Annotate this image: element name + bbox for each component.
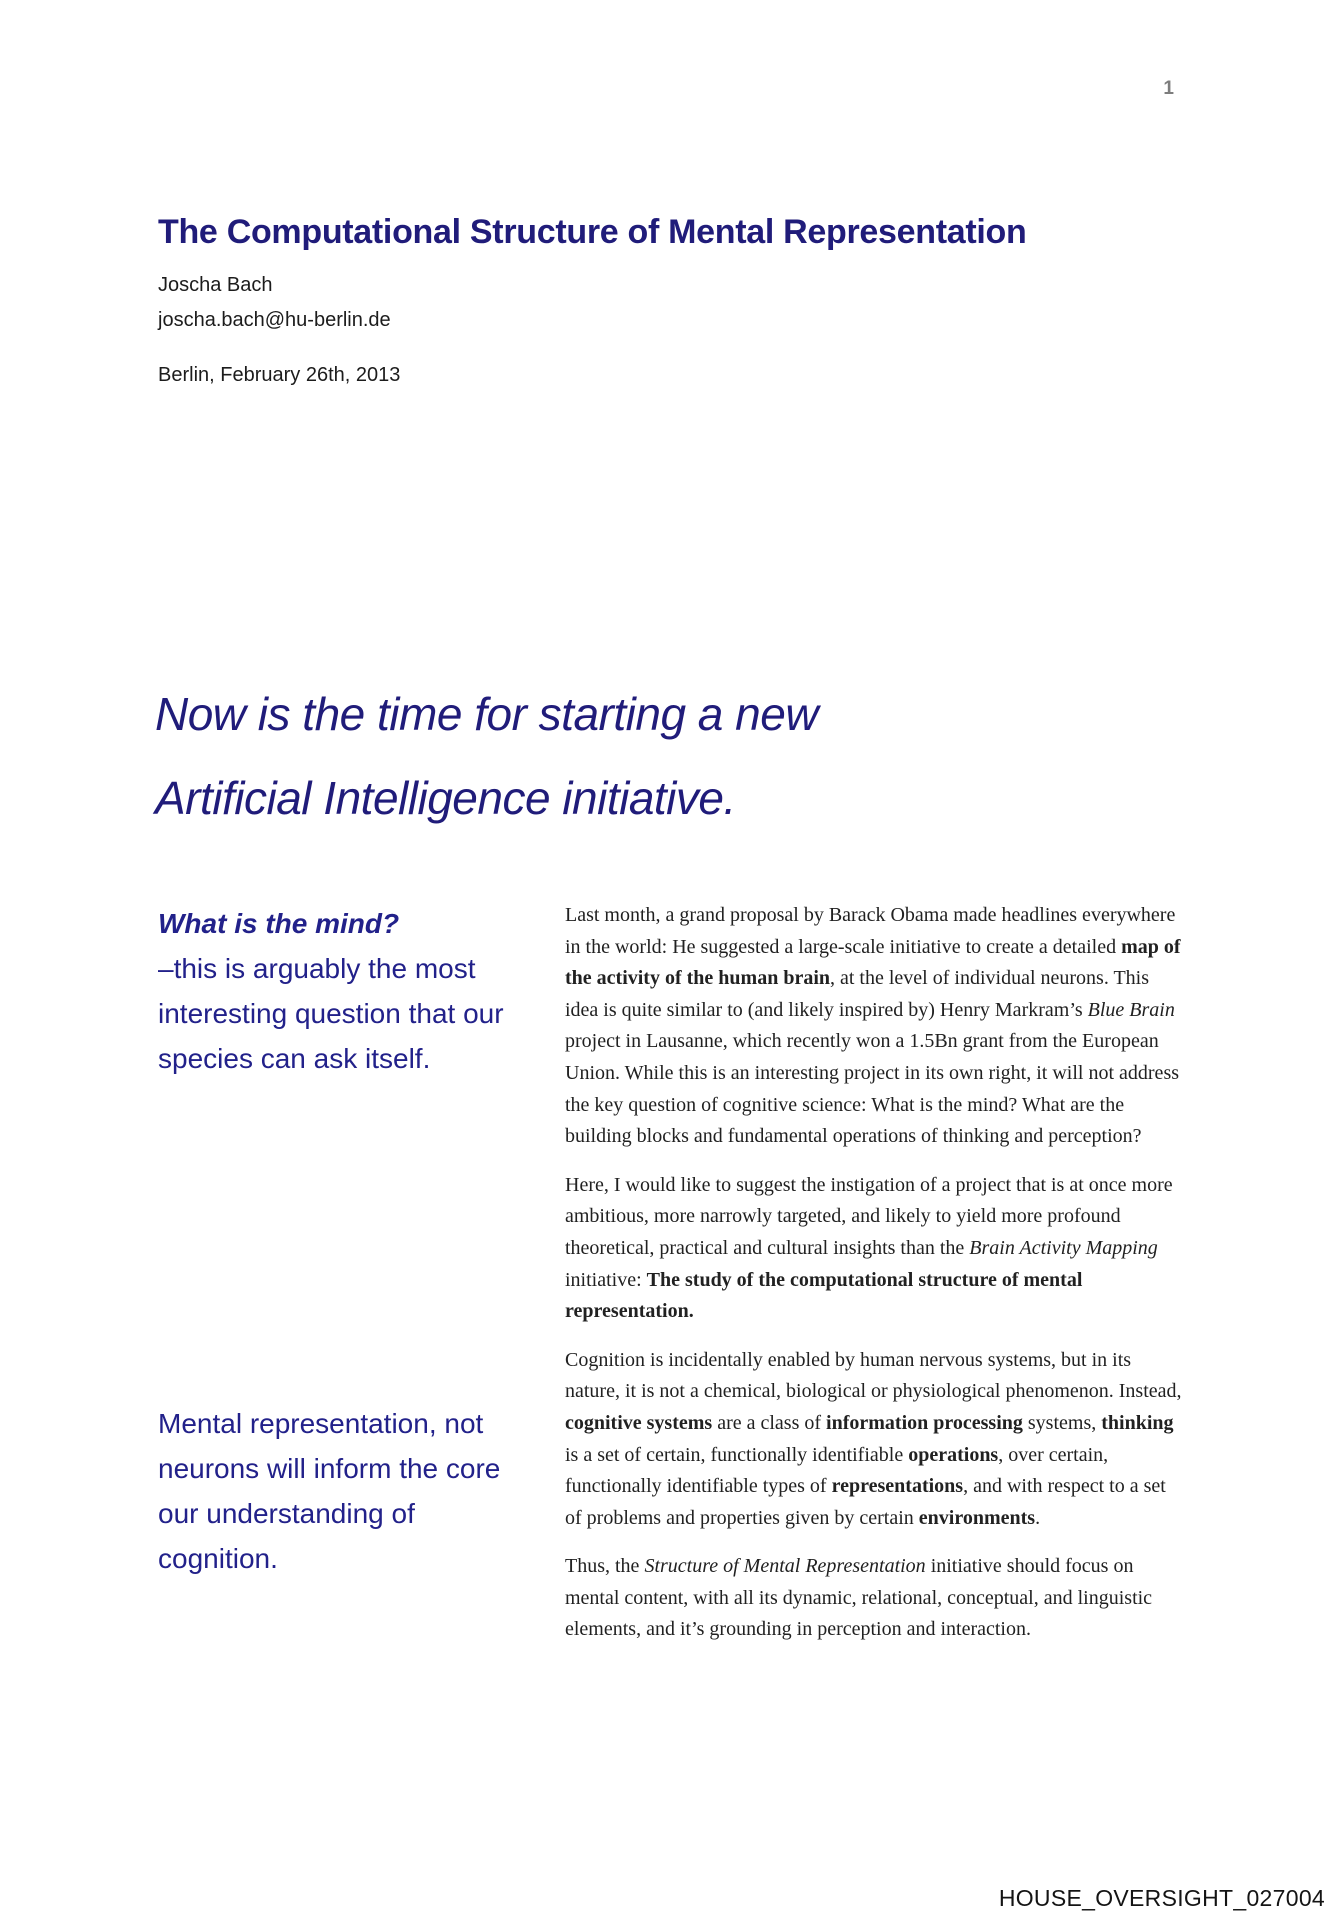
dateline: Berlin, February 26th, 2013 [158, 364, 401, 386]
bates-stamp: HOUSE_OVERSIGHT_027004 [998, 1885, 1325, 1911]
author-name: Joscha Bach [158, 274, 273, 296]
document-header [158, 213, 1058, 387]
body-paragraph: Last month, a grand proposal by Barack Obama made headlines everywhere in the world: He suggested a large-scale initiative to create a detailed map of the activity of the human brain, at the level of individual neurons. This idea is quite similar to (and likely inspired by) Henry Markram’s Blue Brain project in Lausanne, which recently won a 1.5Bn grant from the European Union. While this is an interesting project in its own right, it will not address the key question of cognitive science: What is the mind? What are the building blocks and fundamental operations of thinking and perception? [565, 904, 1181, 1148]
margin-note-lead: What is the mind? [158, 908, 400, 939]
headline-line-1: Now is the time for starting a new [155, 688, 819, 740]
page-number: 1 [1163, 78, 1174, 99]
headline-line-2: Artificial Intelligence initiative. [155, 772, 736, 824]
margin-note-what-is-the-mind [158, 901, 510, 1081]
author-email: joscha.bach@hu-berlin.de [158, 309, 391, 331]
margin-note-mental-representation: Mental representation, not neurons will inform the core our understanding of cognition. [158, 1408, 501, 1574]
body-paragraph: Here, I would like to suggest the instigation of a project that is at once more ambitious, more narrowly targeted, and likely to yield more profound theoretical, practical and cultural insights than the Brain Activity Mapping initiative: The study of the computational structure of mental representation. [565, 1173, 1173, 1323]
body-paragraph: Thus, the Structure of Mental Representation initiative should focus on mental content, with all its dynamic, relational, conceptual, and linguistic elements, and it’s grounding in perception and interaction. [565, 1555, 1153, 1641]
margin-note-body: –this is arguably the most interesting question that our species can ask itself. [158, 953, 504, 1074]
body-paragraph: Cognition is incidentally enabled by human nervous systems, but in its nature, it is not a chemical, biological or physiological phenomenon. Instead, cognitive systems are a class of information processing systems, thinking is a set of certain, functionally identifiable operations, over certain, functionally identifiable types of representations, and with respect to a set of problems and properties given by certain environments. [565, 1348, 1182, 1529]
headline [155, 672, 818, 840]
document-title: The Computational Structure of Mental Representation [158, 213, 1027, 251]
body-text [565, 900, 1185, 1663]
